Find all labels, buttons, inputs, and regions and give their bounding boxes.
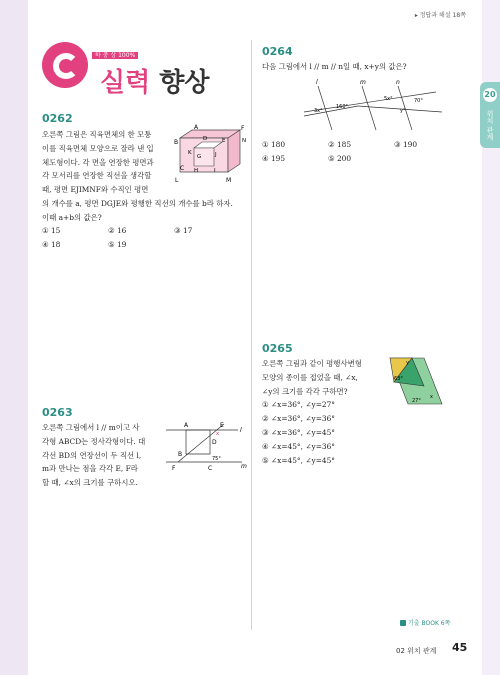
fig-label: m bbox=[360, 79, 366, 86]
fig-label: C bbox=[180, 165, 185, 172]
fig-label: N bbox=[242, 138, 247, 144]
fig-label: G bbox=[197, 154, 202, 160]
difficulty-label: 하 중 상 100% bbox=[92, 50, 138, 59]
fig-label: 5x° bbox=[384, 96, 393, 102]
fig-label: A bbox=[184, 422, 189, 429]
figure-square-0263 bbox=[164, 418, 248, 474]
fig-label: 160° bbox=[336, 104, 349, 110]
fig-label: y° bbox=[400, 108, 406, 114]
fig-label: 27° bbox=[412, 398, 421, 404]
choice[interactable]: ④ 18 bbox=[42, 240, 61, 249]
fig-label: n bbox=[396, 79, 400, 86]
figure-folded-paper-0265 bbox=[384, 352, 448, 408]
fig-label: E bbox=[222, 138, 226, 144]
fig-label: 75° bbox=[212, 456, 221, 462]
choice[interactable]: ⑤ ∠x=45°, ∠y=45° bbox=[262, 456, 335, 465]
fig-label: 3x° bbox=[314, 108, 323, 114]
problem-text-0263: 오른쪽 그림에서 l // m이고 사 각형 ABCD는 정사각형이다. 대 각선 BD의 연장선이 두 직선 l, m과 만나는 점을 각각 E, F라 할 때, ∠x의 크기를 구하시오. bbox=[42, 423, 146, 488]
fig-label: F bbox=[241, 125, 245, 132]
choice[interactable]: ② 16 bbox=[108, 226, 127, 235]
choice[interactable]: ① 15 bbox=[42, 226, 61, 235]
fig-label: l bbox=[316, 79, 318, 86]
choice[interactable]: ③ 17 bbox=[174, 226, 193, 235]
choice[interactable]: ① ∠x=36°, ∠y=27° bbox=[262, 400, 335, 409]
left-margin-strip bbox=[0, 0, 28, 675]
choice[interactable]: ④ 195 bbox=[262, 154, 286, 163]
fig-label: y bbox=[406, 360, 409, 366]
fig-label: x bbox=[430, 394, 433, 400]
title-main: 실력 bbox=[100, 68, 151, 98]
fig-label: A bbox=[194, 124, 199, 131]
choice[interactable]: ② 185 bbox=[328, 140, 352, 149]
choice[interactable]: ② ∠x=36°, ∠y=36° bbox=[262, 414, 335, 423]
problem-number: 0263 bbox=[42, 406, 73, 419]
fig-label: F bbox=[172, 465, 176, 472]
fig-label: D bbox=[203, 136, 208, 142]
fig-label: L bbox=[175, 177, 179, 184]
section-logo-icon bbox=[42, 42, 88, 88]
choice[interactable]: ③ 190 bbox=[394, 140, 418, 149]
problem-text-0265: 오른쪽 그림과 같이 평행사변형 모양의 종이를 접었을 때, ∠x, ∠y의 크기를 각각 구하면? bbox=[262, 359, 362, 396]
fig-label: m bbox=[241, 463, 247, 470]
answer-reference: ▸ 정답과 해설 18쪽 bbox=[414, 12, 466, 19]
chapter-label: 02 위치 관계 bbox=[396, 647, 437, 655]
fig-label: x bbox=[216, 431, 220, 437]
figure-box-0262 bbox=[170, 124, 250, 188]
problem-number: 0262 bbox=[42, 112, 73, 125]
fig-label: M bbox=[226, 177, 232, 184]
choice[interactable]: ⑤ 200 bbox=[328, 154, 352, 163]
book-reference-note: 기출 BOOK 6쪽 bbox=[400, 618, 450, 627]
fig-label: K bbox=[188, 150, 192, 156]
title-sub: 향상 bbox=[159, 68, 210, 98]
choice[interactable]: ① 180 bbox=[262, 140, 286, 149]
fig-label: 63° bbox=[394, 376, 403, 382]
problem-text-0264: 다음 그림에서 l // m // n일 때, x+y의 값은? bbox=[262, 62, 407, 71]
fig-label: B bbox=[174, 139, 179, 146]
fig-label: J bbox=[215, 152, 217, 158]
fig-label: 70° bbox=[414, 98, 423, 104]
problem-text-0262: 오른쪽 그림은 직육면체의 한 모퉁 이를 직육면체 모양으로 잘라 낸 입 체도형이다. 각 면을 연장한 평면과 각 모서리를 연장한 직선을 생각할 때, 평면 EJIMNF와 수직인 평면 의 개수를 a, 평면 DGJE와 평행한 직선의 개수를 b라 하자. 이때 a+b의 값은? bbox=[42, 130, 233, 222]
fig-label: l bbox=[240, 427, 242, 434]
fig-label: E bbox=[220, 422, 224, 429]
side-tab-label: 위치 관계 bbox=[486, 110, 494, 141]
page-number: 45 bbox=[452, 641, 468, 654]
fig-label: I bbox=[214, 168, 216, 174]
problem-number: 0264 bbox=[262, 45, 293, 58]
fig-label: C bbox=[208, 465, 213, 472]
section-title bbox=[100, 62, 210, 99]
problem-number: 0265 bbox=[262, 342, 293, 355]
side-tab-number: 20 bbox=[483, 88, 497, 102]
choice[interactable]: ③ ∠x=36°, ∠y=45° bbox=[262, 428, 335, 437]
choice[interactable]: ④ ∠x=45°, ∠y=36° bbox=[262, 442, 335, 451]
figure-parallel-lines-0264 bbox=[296, 78, 446, 136]
fig-label: B bbox=[178, 451, 183, 458]
fig-label: D bbox=[212, 439, 217, 446]
choice[interactable]: ⑤ 19 bbox=[108, 240, 127, 249]
fig-label: H bbox=[194, 168, 199, 174]
